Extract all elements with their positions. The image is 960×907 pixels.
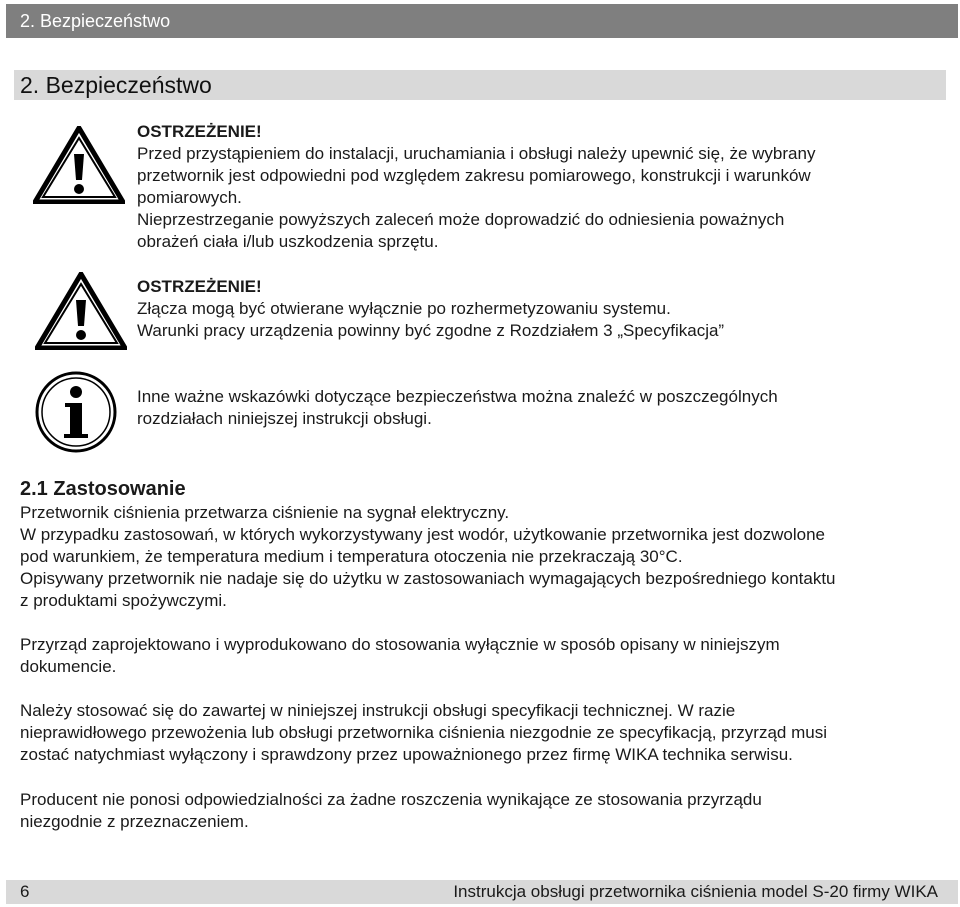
info-block	[137, 386, 937, 430]
warning-text-line: Złącza mogą być otwierane wyłącznie po rozhermetyzowaniu systemu.	[137, 299, 671, 318]
page-number: 6	[20, 882, 30, 901]
warning-text-line: Nieprzestrzeganie powyższych zaleceń może doprowadzić do odniesienia poważnych	[137, 210, 785, 229]
paragraph-design	[20, 634, 946, 678]
warning-title: OSTRZEŻENIE!	[137, 122, 262, 141]
warning-block-2	[137, 276, 937, 342]
warning-triangle-icon	[33, 126, 125, 204]
warning-triangle-icon	[35, 272, 127, 350]
paragraph-line: pod warunkiem, że temperatura medium i temperatura otoczenia nie przekraczają 30°C.	[20, 547, 683, 566]
paragraph-line: Należy stosować się do zawartej w niniejszej instrukcji obsługi specyfikacji technicznej. W razie	[20, 701, 736, 720]
paragraph-line: Opisywany przetwornik nie nadaje się do użytku w zastosowaniach wymagających bezpośredniego kontaktu	[20, 569, 836, 588]
warning-text-line: przetwornik jest odpowiedni pod względem zakresu pomiarowego, konstrukcji i warunków	[137, 166, 811, 185]
paragraph-line: z produktami spożywczymi.	[20, 591, 227, 610]
warning-block-1	[137, 121, 937, 253]
info-text-line: Inne ważne wskazówki dotyczące bezpieczeństwa można znaleźć w poszczególnych	[137, 387, 778, 406]
warning-text-line: pomiarowych.	[137, 188, 242, 207]
paragraph-line: W przypadku zastosowań, w których wykorzystywany jest wodór, użytkowanie przetwornika jest dozwolone	[20, 525, 826, 544]
paragraph-line: dokumencie.	[20, 657, 117, 676]
paragraph-line: Producent nie ponosi odpowiedzialności za żadne roszczenia wynikające ze stosowania przyrządu	[20, 790, 762, 809]
warning-text-line: obrażeń ciała i/lub uszkodzenia sprzętu.	[137, 232, 439, 251]
warning-text-line: Warunki pracy urządzenia powinny być zgodne z Rozdziałem 3 „Specyfikacja”	[137, 321, 725, 340]
paragraph-line: Przyrząd zaprojektowano i wyprodukowano do stosowania wyłącznie w sposób opisany w niniejszym	[20, 635, 780, 654]
paragraph-specification	[20, 700, 946, 766]
warning-title: OSTRZEŻENIE!	[137, 277, 262, 296]
subsection-title: 2.1 Zastosowanie	[20, 478, 186, 500]
paragraph-line: Przetwornik ciśnienia przetwarza ciśnienie na sygnał elektryczny.	[20, 503, 510, 522]
section-title-bar	[14, 70, 946, 100]
paragraph-line: niezgodnie z przeznaczeniem.	[20, 812, 249, 831]
paragraph-usage	[20, 502, 946, 612]
section-title: 2. Bezpieczeństwo	[20, 72, 212, 98]
document-title: Instrukcja obsługi przetwornika ciśnienia model S-20 firmy WIKA	[453, 882, 938, 901]
paragraph-line: zostać natychmiast wyłączony i sprawdzony przez upoważnionego przez firmę WIKA technika serwisu.	[20, 745, 793, 764]
info-text-line: rozdziałach niniejszej instrukcji obsługi.	[137, 409, 432, 428]
paragraph-line: nieprawidłowego przewożenia lub obsługi przetwornika ciśnienia niezgodnie ze specyfikacją, przyrząd musi	[20, 723, 827, 742]
paragraph-liability	[20, 789, 946, 833]
information-icon	[34, 370, 118, 454]
page-footer	[6, 880, 958, 904]
warning-text-line: Przed przystąpieniem do instalacji, uruchamiania i obsługi należy upewnić się, że wybrany	[137, 144, 816, 163]
header-title: 2. Bezpieczeństwo	[20, 11, 171, 31]
page-header	[6, 4, 958, 38]
